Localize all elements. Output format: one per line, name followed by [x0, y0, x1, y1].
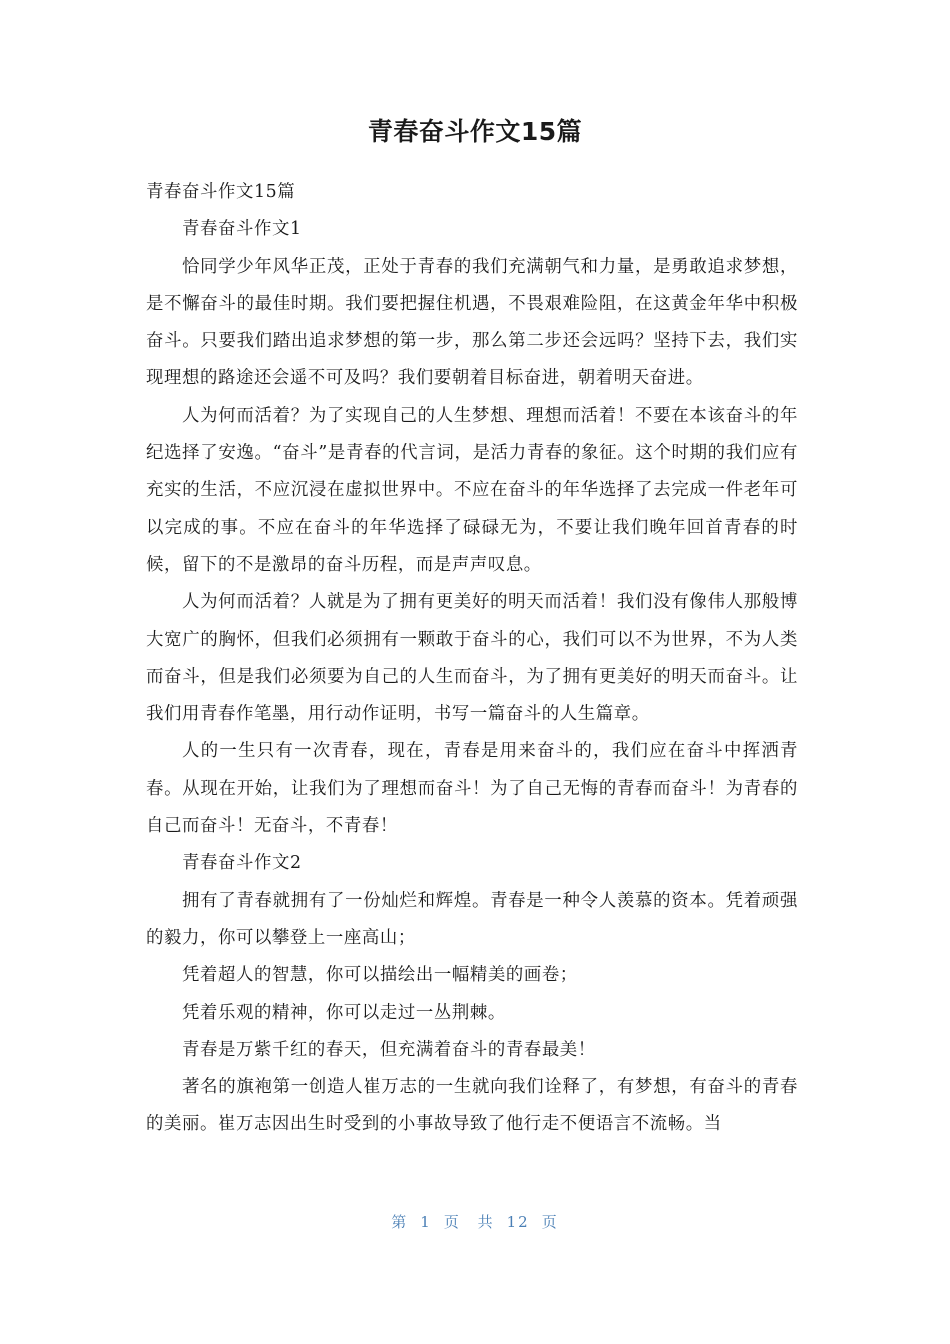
paragraph: 人为何而活着？人就是为了拥有更美好的明天而活着！我们没有像伟人那般博大宽广的胸怀，但我们必须拥有一颗敢于奋斗的心，我们可以不为世界，不为人类而奋斗，但是我们必须要为自己的人生而奋斗，为了拥有更美好的明天而奋斗。让我们用青春作笔墨，用行动作证明，书写一篇奋斗的人生篇章。	[146, 592, 798, 725]
paragraph: 人的一生只有一次青春，现在，青春是用来奋斗的，我们应在奋斗中挥洒青春。从现在开始，让我们为了理想而奋斗！为了自己无悔的青春而奋斗！为青春的自己而奋斗！无奋斗，不青春！	[146, 741, 798, 837]
paragraph: 凭着乐观的精神，你可以走过一丛荆棘。	[182, 1002, 506, 1023]
paragraph: 青春是万紫千红的春天，但充满着奋斗的青春最美！	[182, 1039, 596, 1060]
paragraph: 人为何而活着？为了实现自己的人生梦想、理想而活着！不要在本该奋斗的年纪选择了安逸。“奋斗”是青春的代言词，是活力青春的象征。这个时期的我们应有充实的生活，不应沉浸在虚拟世界中。不应在奋斗的年华选择了去完成一件老年可以完成的事。不应在奋斗的年华选择了碌碌无为，不要让我们晚年回首青春的时候，留下的不是激昂的奋斗历程，而是声声叹息。	[146, 405, 798, 575]
paragraph: 著名的旗袍第一创造人崔万志的一生就向我们诠释了，有梦想，有奋斗的青春的美丽。崔万志因出生时受到的小事故导致了他行走不便语言不流畅。当	[146, 1077, 798, 1135]
footer-current-page: 1	[420, 1213, 432, 1231]
paragraph: 凭着超人的智慧，你可以描绘出一幅精美的画卷；	[182, 965, 578, 986]
footer-total-pages: 12	[506, 1213, 530, 1231]
paragraph: 青春奋斗作文15篇	[146, 182, 296, 202]
paragraph: 恰同学少年风华正茂，正处于青春的我们充满朝气和力量，是勇敢追求梦想，是不懈奋斗的最佳时期。我们要把握住机遇，不畏艰难险阻，在这黄金年华中积极奋斗。只要我们踏出追求梦想的第一步，那么第二步还会远吗？坚持下去，我们实现理想的路途还会遥不可及吗？我们要朝着目标奋进，朝着明天奋进。	[146, 256, 798, 389]
footer-label-page: 第	[391, 1213, 409, 1231]
section-heading: 青春奋斗作文2	[182, 853, 302, 874]
footer-label-pages: 页	[541, 1213, 559, 1231]
document-body	[146, 174, 798, 1144]
page-footer	[0, 1210, 950, 1234]
paragraph: 拥有了青春就拥有了一份灿烂和辉煌。青春是一种令人羡慕的资本。凭着顽强的毅力，你可以攀登上一座高山；	[146, 890, 798, 948]
section-heading: 青春奋斗作文1	[182, 219, 302, 240]
footer-label-of: 页 共	[443, 1213, 495, 1231]
document-title: 青春奋斗作文15篇	[367, 117, 583, 146]
